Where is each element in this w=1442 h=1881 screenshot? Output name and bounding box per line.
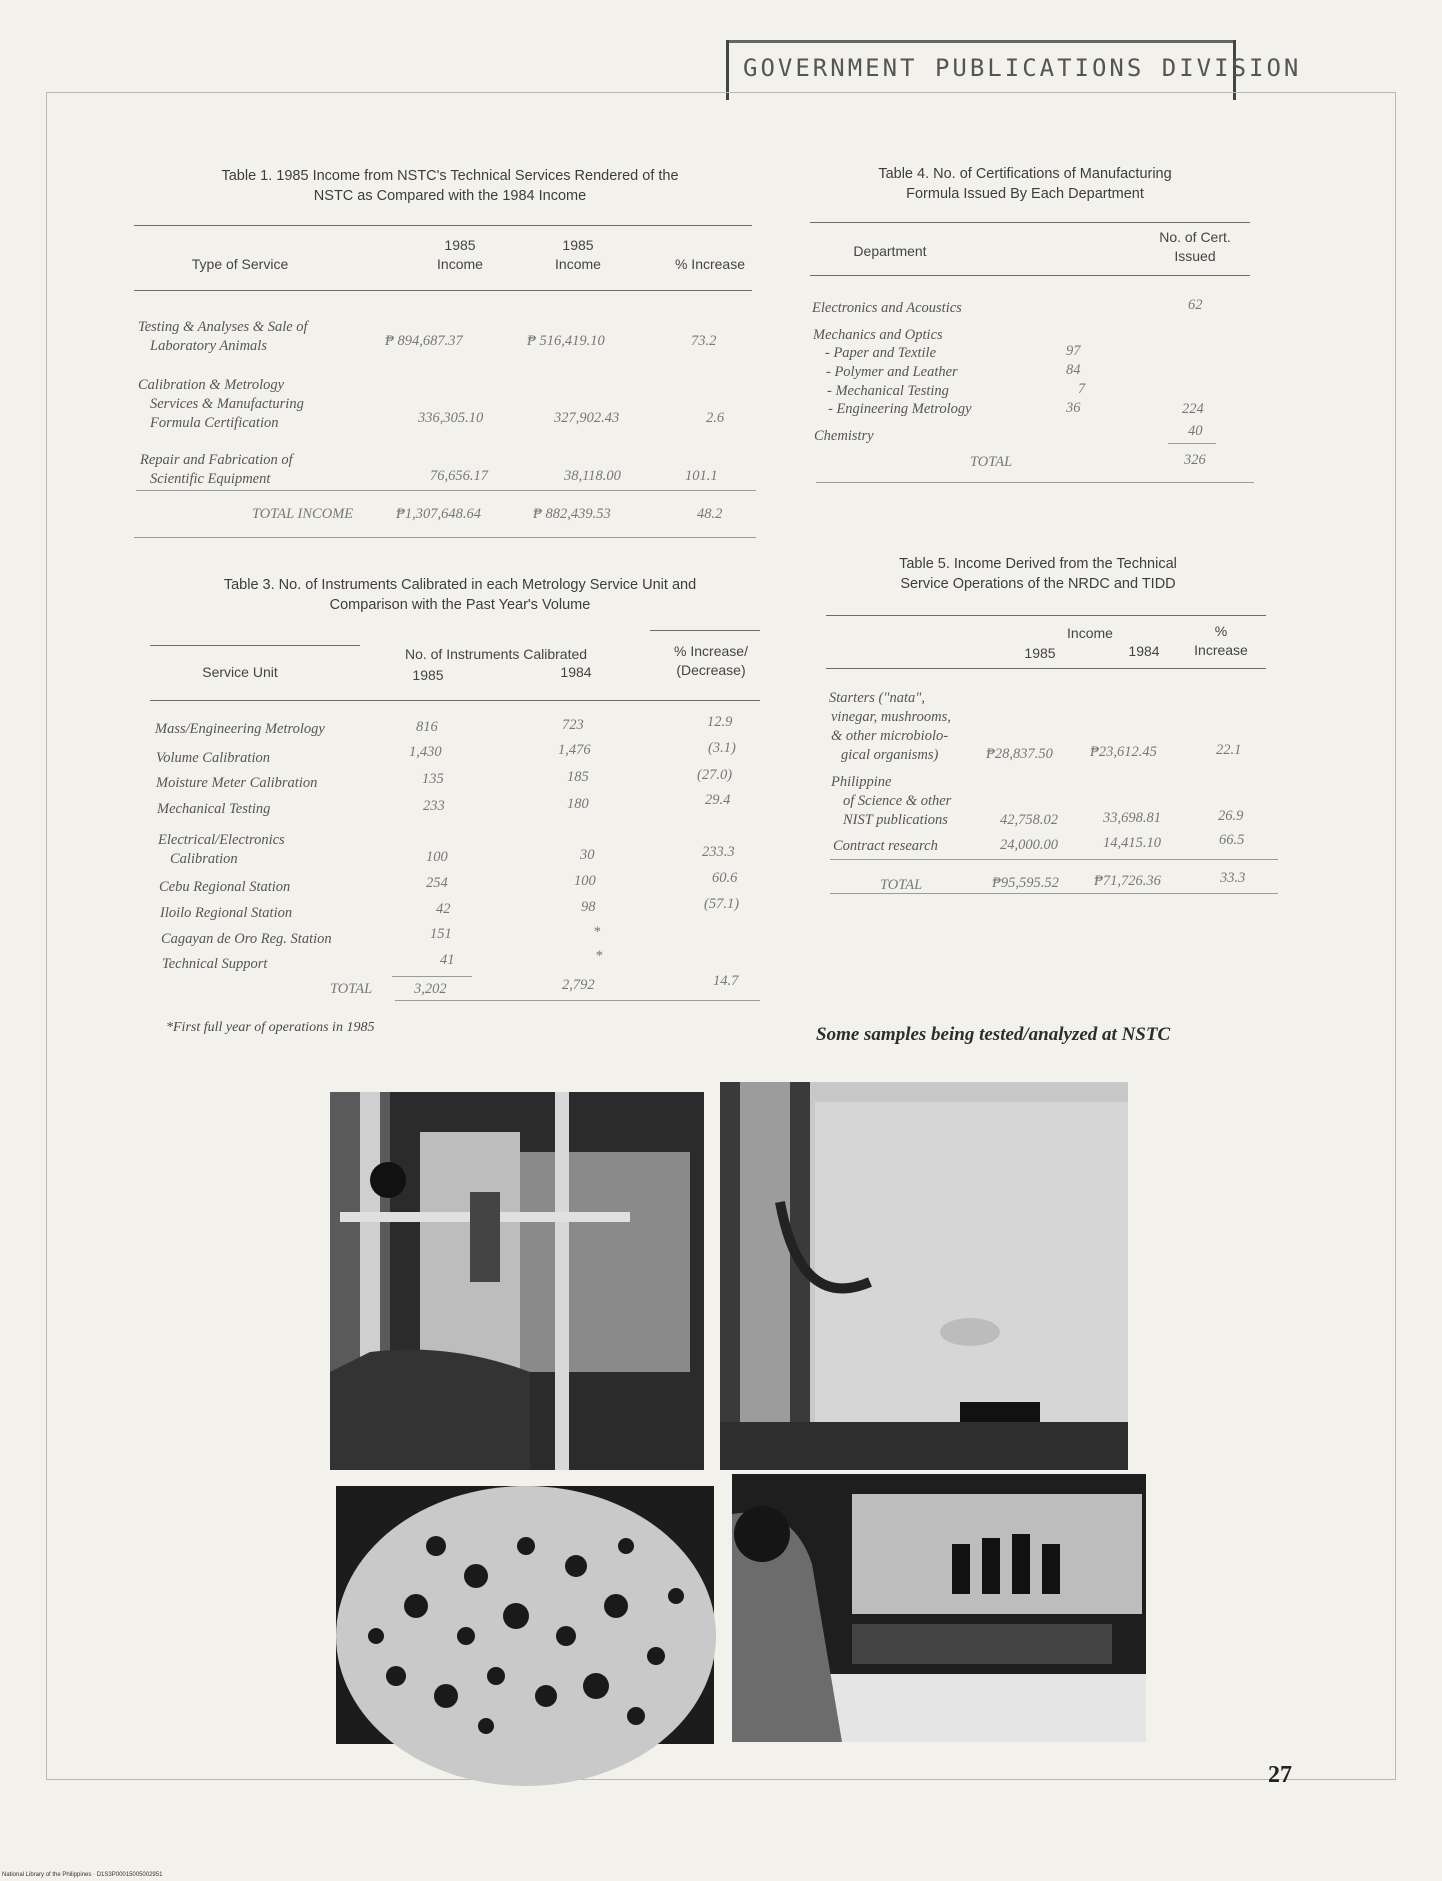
table-1-caption: Table 1. 1985 Income from NSTC's Technical Services Rendered of the NSTC as Compared with the 1984 Income — [221, 168, 679, 204]
rule — [650, 630, 760, 631]
total-value: 14.7 — [713, 973, 739, 989]
value: 254 — [426, 875, 448, 891]
rule — [136, 490, 756, 491]
table-3-caption: Table 3. No. of Instruments Calibrated in each Metrology Service Unit and Comparison with the Past Year's Volume — [223, 577, 697, 613]
table-row: Cagayan de Oro Reg. Station — [161, 931, 332, 947]
total-value: ₱95,595.52 — [992, 875, 1059, 891]
value: 40 — [1188, 423, 1203, 439]
value: 101.1 — [685, 468, 718, 484]
rule — [134, 290, 752, 291]
value: (3.1) — [708, 740, 736, 756]
sub-mechanical: - Mechanical Testing — [827, 383, 949, 399]
col-header-1984: 1984 — [560, 664, 592, 680]
total-value: ₱71,726.36 — [1094, 873, 1161, 889]
rule — [826, 615, 1266, 616]
table-row: Moisture Meter Calibration — [156, 775, 318, 791]
sub-paper: - Paper and Textile — [825, 345, 937, 361]
col-header-type: Type of Service — [191, 256, 289, 272]
value: 22.1 — [1216, 742, 1242, 758]
value: ₱28,837.50 — [986, 746, 1053, 762]
footer-credit: National Library of the Philippines · D1S3P00015005002951 — [2, 1872, 163, 1878]
total-value: 326 — [1184, 452, 1206, 468]
rule — [392, 976, 472, 977]
value: 7 — [1078, 381, 1086, 397]
value: 723 — [562, 717, 584, 733]
value: * — [595, 948, 603, 964]
total-value: 3,202 — [414, 981, 447, 997]
value: 2.6 — [706, 410, 725, 426]
col-header-group: No. of Instruments Calibrated — [404, 646, 588, 662]
rule — [150, 645, 360, 646]
total-label: TOTAL — [330, 981, 373, 997]
row-philippine: Philippine of Science & other NIST publications — [831, 774, 952, 828]
rule — [826, 668, 1266, 669]
petri-dish-colonies-photo — [336, 1486, 714, 1744]
footnote: *First full year of operations in 1985 — [166, 1020, 375, 1035]
value: 100 — [574, 873, 596, 889]
value: (27.0) — [697, 767, 733, 783]
table-row: Cebu Regional Station — [159, 879, 291, 895]
value: 42,758.02 — [1000, 812, 1058, 828]
rule — [1168, 443, 1216, 444]
table-4-caption: Table 4. No. of Certifications of Manufacturing Formula Issued By Each Department — [878, 166, 1172, 202]
value: 327,902.43 — [554, 410, 620, 426]
dept-electronics: Electronics and Acoustics — [812, 300, 962, 316]
rule — [816, 482, 1254, 483]
value: 24,000.00 — [1000, 837, 1058, 853]
value: 185 — [567, 769, 589, 785]
rule — [810, 222, 1250, 223]
technician-workstation-photo — [732, 1474, 1146, 1742]
value: 76,656.17 — [430, 468, 488, 484]
rule — [150, 700, 760, 701]
value: 33,698.81 — [1103, 810, 1161, 826]
table-row: Iloilo Regional Station — [160, 905, 293, 921]
total-value: 48.2 — [697, 506, 723, 522]
value: 233.3 — [702, 844, 735, 860]
rule — [134, 537, 756, 538]
table-row: Repair and Fabrication of Scientific Equipment — [140, 452, 293, 487]
col-header-pct: % Increase — [674, 256, 746, 272]
value: 135 — [422, 771, 444, 787]
col-header-unit: Service Unit — [202, 664, 278, 680]
value: 42 — [436, 901, 451, 917]
value: 30 — [580, 847, 595, 863]
value: 233 — [423, 798, 445, 814]
rule — [395, 1000, 760, 1001]
value: 62 — [1188, 297, 1203, 313]
lab-apparatus-photo — [720, 1082, 1128, 1470]
value: 97 — [1066, 343, 1081, 359]
value: 224 — [1182, 401, 1204, 417]
value: 336,305.10 — [418, 410, 484, 426]
value: 66.5 — [1219, 832, 1245, 848]
col-header-1985: 1985 — [412, 667, 444, 683]
value: 84 — [1066, 362, 1081, 378]
table-row: Technical Support — [162, 956, 268, 972]
row-contract: Contract research — [833, 838, 938, 854]
col-header-a: 1985 Income — [437, 237, 483, 272]
value: ₱23,612.45 — [1090, 744, 1157, 760]
col-header-cert: No. of Cert. Issued — [1159, 229, 1231, 264]
total-label: TOTAL — [970, 454, 1013, 470]
value: 1,476 — [558, 742, 591, 758]
archive-stamp: GOVERNMENT PUBLICATIONS DIVISION — [726, 40, 1236, 100]
sub-polymer: - Polymer and Leather — [826, 364, 958, 380]
value: 151 — [430, 926, 452, 942]
value: 29.4 — [705, 792, 731, 808]
total-value: ₱ 882,439.53 — [533, 506, 611, 522]
value: * — [593, 924, 601, 940]
col-header-income: Income — [1067, 625, 1113, 641]
col-header-pct: % Increase — [1194, 623, 1248, 658]
table-row: Mechanical Testing — [157, 801, 271, 817]
value: 41 — [440, 952, 455, 968]
value: 100 — [426, 849, 448, 865]
table-5-caption: Table 5. Income Derived from the Technical Service Operations of the NRDC and TIDD — [899, 556, 1177, 592]
value: 98 — [581, 899, 596, 915]
value: ₱ 894,687.37 — [385, 333, 463, 349]
dept-mechanics: Mechanics and Optics — [813, 327, 943, 343]
table-row: Mass/Engineering Metrology — [155, 721, 325, 737]
table-row: Testing & Analyses & Sale of Laboratory Animals — [138, 319, 308, 354]
value: 1,430 — [409, 744, 442, 760]
total-label: TOTAL INCOME — [252, 506, 354, 522]
value: 36 — [1066, 400, 1081, 416]
photos-caption: Some samples being tested/analyzed at NSTC — [816, 1024, 1171, 1045]
rule — [134, 225, 752, 226]
dept-chemistry: Chemistry — [814, 428, 874, 444]
table-row: Electrical/Electronics Calibration — [158, 832, 285, 867]
col-header-b: 1985 Income — [555, 237, 601, 272]
value: 180 — [567, 796, 589, 812]
col-header-1984: 1984 — [1128, 643, 1160, 659]
value: 60.6 — [712, 870, 738, 886]
row-starters: Starters ("nata", vinegar, mushrooms, & other microbiolo- gical organisms) — [829, 690, 951, 763]
col-header-1985: 1985 — [1024, 645, 1056, 661]
rule — [830, 859, 1278, 860]
rule — [830, 893, 1278, 894]
value: 26.9 — [1218, 808, 1244, 824]
table-row: Volume Calibration — [156, 750, 270, 766]
sub-metrology: - Engineering Metrology — [828, 401, 972, 417]
col-header-department: Department — [853, 243, 927, 259]
page-number: 27 — [1268, 1762, 1292, 1788]
value: ₱ 516,419.10 — [527, 333, 605, 349]
value: (57.1) — [704, 896, 740, 912]
total-value: 33.3 — [1220, 870, 1246, 886]
value: 12.9 — [707, 714, 733, 730]
rule — [810, 275, 1250, 276]
value: 73.2 — [691, 333, 717, 349]
total-label: TOTAL — [880, 877, 923, 893]
value: 38,118.00 — [564, 468, 621, 484]
total-value: 2,792 — [562, 977, 595, 993]
value: 816 — [416, 719, 438, 735]
value: 14,415.10 — [1103, 835, 1161, 851]
table-row: Calibration & Metrology Services & Manufacturing Formula Certification — [138, 377, 304, 431]
col-header-pct: % Increase/ (Decrease) — [674, 643, 748, 678]
lab-equipment-photo — [330, 1092, 704, 1470]
total-value: ₱1,307,648.64 — [396, 506, 481, 522]
